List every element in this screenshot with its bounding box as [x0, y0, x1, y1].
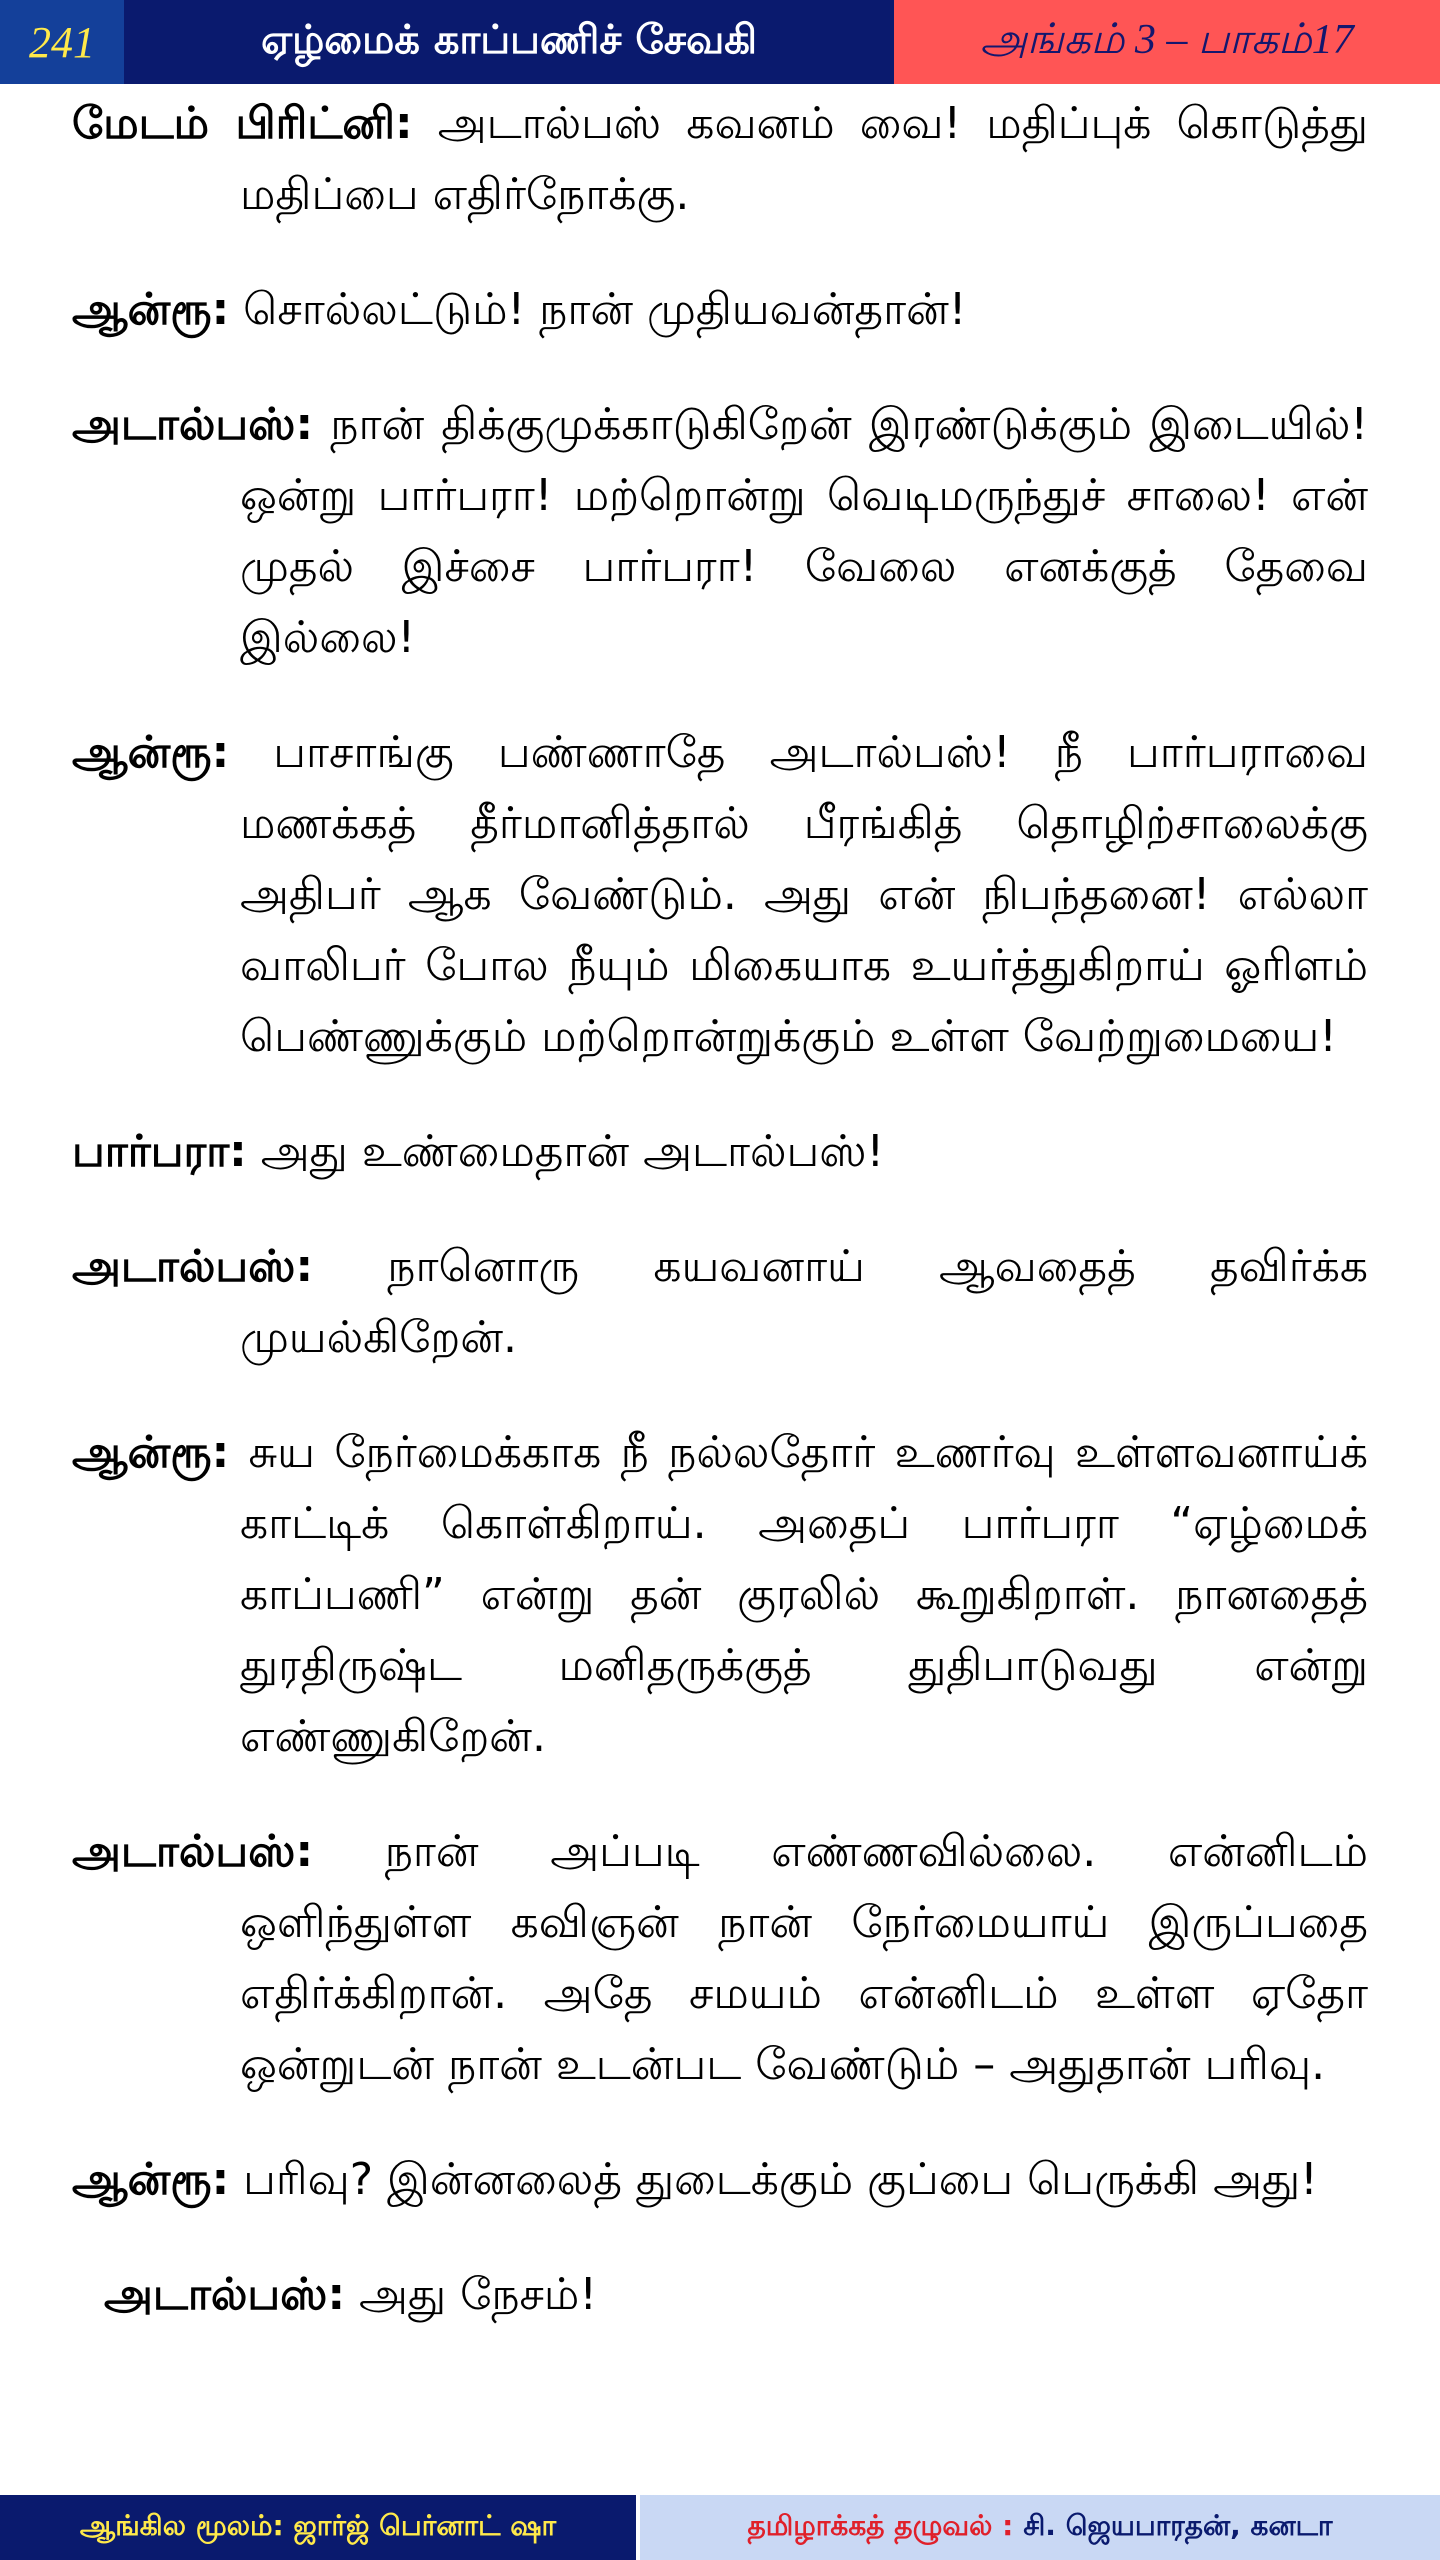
speaker-name: அடால்பஸ்: [72, 1241, 314, 1292]
dialogue-text: சொல்லட்டும்! நான் முதியவன்தான்! [243, 284, 967, 335]
dialogue-line [72, 717, 1368, 1072]
act-part-label: அங்கம் 3 – பாகம்17 [894, 0, 1440, 84]
dialogue-body [72, 88, 1368, 2334]
dialogue-text: நானொரு கயவனாய் ஆவதைத் தவிர்க்க முயல்கிறேன். [240, 1241, 1368, 1363]
dialogue-line [72, 389, 1368, 673]
speaker-name: மேடம் பிரிட்னி: [72, 98, 413, 149]
speaker-name: ஆன்ரூ: [72, 2154, 230, 2205]
speaker-name: பார்பரா: [72, 1126, 247, 1177]
speaker-name: ஆன்ரூ: [72, 284, 230, 335]
speaker-name: ஆன்ரூ: [72, 1427, 230, 1478]
book-title: ஏழ்மைக் காப்பணிச் சேவகி [124, 0, 894, 84]
translator-credit [640, 2495, 1440, 2560]
speaker-name: அடால்பஸ்: [104, 2269, 346, 2320]
dialogue-text: பரிவு? இன்னலைத் துடைக்கும் குப்பை பெருக்கி அது! [243, 2154, 1318, 2205]
dialogue-line [72, 1816, 1368, 2100]
source-credit: ஆங்கில மூலம்: ஜார்ஜ் பெர்னாட் ஷா [0, 2495, 640, 2560]
page-footer [0, 2495, 1440, 2560]
dialogue-line [72, 2144, 1368, 2215]
translator-label: தமிழாக்கத் தழுவல் : [747, 2509, 1014, 2542]
dialogue-text: நான் அப்படி எண்ணவில்லை. என்னிடம் ஒளிந்துள்ள கவிஞன் நான் நேர்மையாய் இருப்பதை எதிர்க்கிறான். அதே சமயம் என்னிடம் உள்ள ஏதோ ஒன்றுடன் நான் உடன்பட வேண்டும் – அதுதான் பரிவு. [240, 1826, 1368, 2090]
dialogue-line [72, 2259, 1368, 2330]
dialogue-text: சுய நேர்மைக்காக நீ நல்லதோர் உணர்வு உள்ளவனாய்க் காட்டிக் கொள்கிறாய். அதைப் பார்பரா “ஏழ்மைக் காப்பணி” என்று தன் குரலில் கூறுகிறாள். நானதைத் துரதிருஷ்ட மனிதருக்குத் துதிபாடுவது என்று எண்ணுகிறேன். [240, 1427, 1368, 1762]
dialogue-line [72, 1417, 1368, 1772]
dialogue-line [72, 1116, 1368, 1187]
dialogue-text: அது நேசம்! [359, 2269, 597, 2320]
speaker-name: அடால்பஸ்: [72, 399, 314, 450]
translator-name: சி. ஜெயபாரதன், கனடா [1023, 2509, 1333, 2542]
dialogue-line [72, 274, 1368, 345]
dialogue-line [72, 88, 1368, 230]
dialogue-text: நான் திக்குமுக்காடுகிறேன் இரண்டுக்கும் இடையில்! ஒன்று பார்பரா! மற்றொன்று வெடிமருந்துச் சாலை! என் முதல் இச்சை பார்பரா! வேலை எனக்குத் தேவை இல்லை! [240, 399, 1368, 663]
dialogue-text: பாசாங்கு பண்ணாதே அடால்பஸ்! நீ பார்பராவை மணக்கத் தீர்மானித்தால் பீரங்கித் தொழிற்சாலைக்கு அதிபர் ஆக வேண்டும். அது என் நிபந்தனை! எல்லா வாலிபர் போல நீயும் மிகையாக உயர்த்துகிறாய் ஓரிளம் பெண்ணுக்கும் மற்றொன்றுக்கும் உள்ள வேற்றுமையை! [240, 727, 1368, 1062]
dialogue-line [72, 1231, 1368, 1373]
speaker-name: அடால்பஸ்: [72, 1826, 314, 1877]
page-number: 241 [0, 0, 124, 84]
dialogue-text: அது உண்மைதான் அடால்பஸ்! [260, 1126, 885, 1177]
speaker-name: ஆன்ரூ: [72, 727, 230, 778]
page-header [0, 0, 1440, 84]
dialogue-text: அடால்பஸ் கவனம் வை! மதிப்புக் கொடுத்து மதிப்பை எதிர்நோக்கு. [240, 98, 1368, 220]
